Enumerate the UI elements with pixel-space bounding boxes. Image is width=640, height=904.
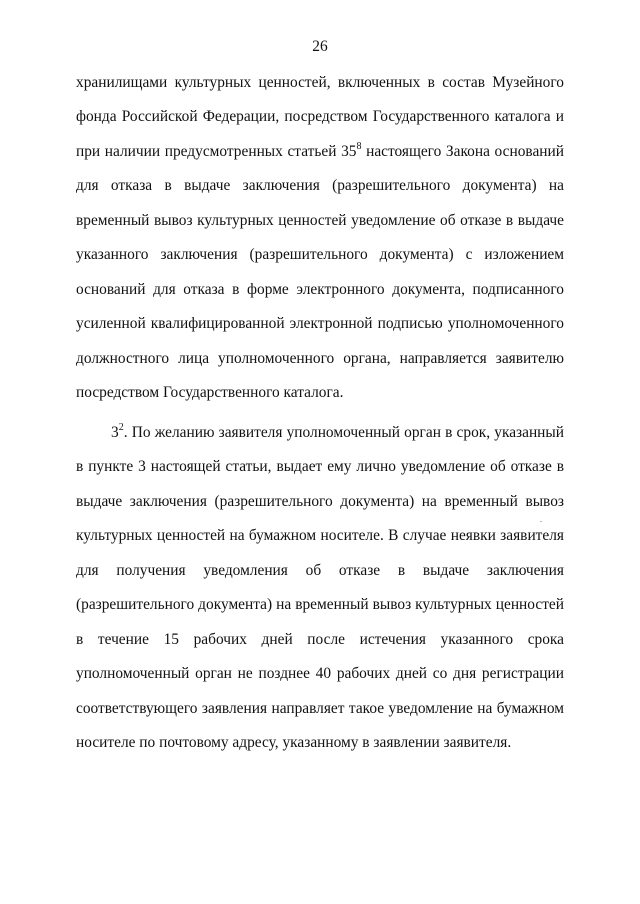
paragraph-2-line: в пункте 3 настоящей статьи, выдает ему лично уведомление об отказе в xyxy=(76,458,564,476)
paragraph-1-line-text: при наличии предусмотренных статьей 35 xyxy=(76,142,357,160)
article-superscript: 8 xyxy=(356,140,362,152)
paragraph-2-line-text: . По желанию заявителя уполномоченный орган в срок, указанный xyxy=(123,424,564,441)
scan-speck xyxy=(540,521,542,522)
paragraph-2-line: в течение 15 рабочих дней после истечения указанного срока xyxy=(76,630,564,648)
paragraph-1 xyxy=(76,66,564,410)
paragraph-2-line: для получения уведомления об отказе в выдаче заключения xyxy=(76,561,564,579)
paragraph-2-line: носителе по почтовому адресу, указанному в заявлении заявителя. xyxy=(76,733,512,751)
paragraph-1-line: указанного заключения (разрешительного документа) с изложением xyxy=(76,246,564,264)
paragraph-1-line: временный вывоз культурных ценностей уведомление об отказе в выдаче xyxy=(76,211,564,229)
paragraph-1-line-text: настоящего Закона оснований xyxy=(361,142,564,160)
paragraph-2-line: соответствующего заявления направляет такое уведомление на бумажном xyxy=(76,699,564,717)
page-number: 26 xyxy=(312,38,328,55)
paragraph-2-line: культурных ценностей на бумажном носителе. В случае неявки заявителя xyxy=(76,527,564,545)
paragraph-2-line: (разрешительного документа) на временный вывоз культурных ценностей xyxy=(76,596,564,614)
paragraph-2-line: уполномоченный орган не позднее 40 рабочих дней со дня регистрации xyxy=(76,665,564,683)
paragraph-2-number-superscript: 2 xyxy=(118,421,124,433)
paragraph-1-line: усиленной квалифицированной электронной подписью уполномоченного xyxy=(76,315,564,333)
paragraph-2-line xyxy=(76,416,564,450)
paragraph-2 xyxy=(76,416,564,760)
paragraph-1-line: оснований для отказа в форме электронного документа, подписанного xyxy=(76,280,564,298)
paragraph-1-line: должностного лица уполномоченного органа, направляется заявителю xyxy=(76,349,564,367)
paragraph-2-number: 3 xyxy=(111,424,119,441)
paragraph-1-line: хранилищами культурных ценностей, включенных в состав Музейного xyxy=(76,74,564,91)
paragraph-1-line: посредством Государственного каталога. xyxy=(76,383,344,401)
paragraph-1-line: фонда Российской Федерации, посредством Государственного каталога и xyxy=(76,108,564,126)
paragraph-1-line xyxy=(76,135,564,169)
paragraph-2-line: выдаче заключения (разрешительного документа) на временный вывоз xyxy=(76,492,564,510)
paragraph-1-line: для отказа в выдаче заключения (разрешительного документа) на xyxy=(76,177,564,195)
